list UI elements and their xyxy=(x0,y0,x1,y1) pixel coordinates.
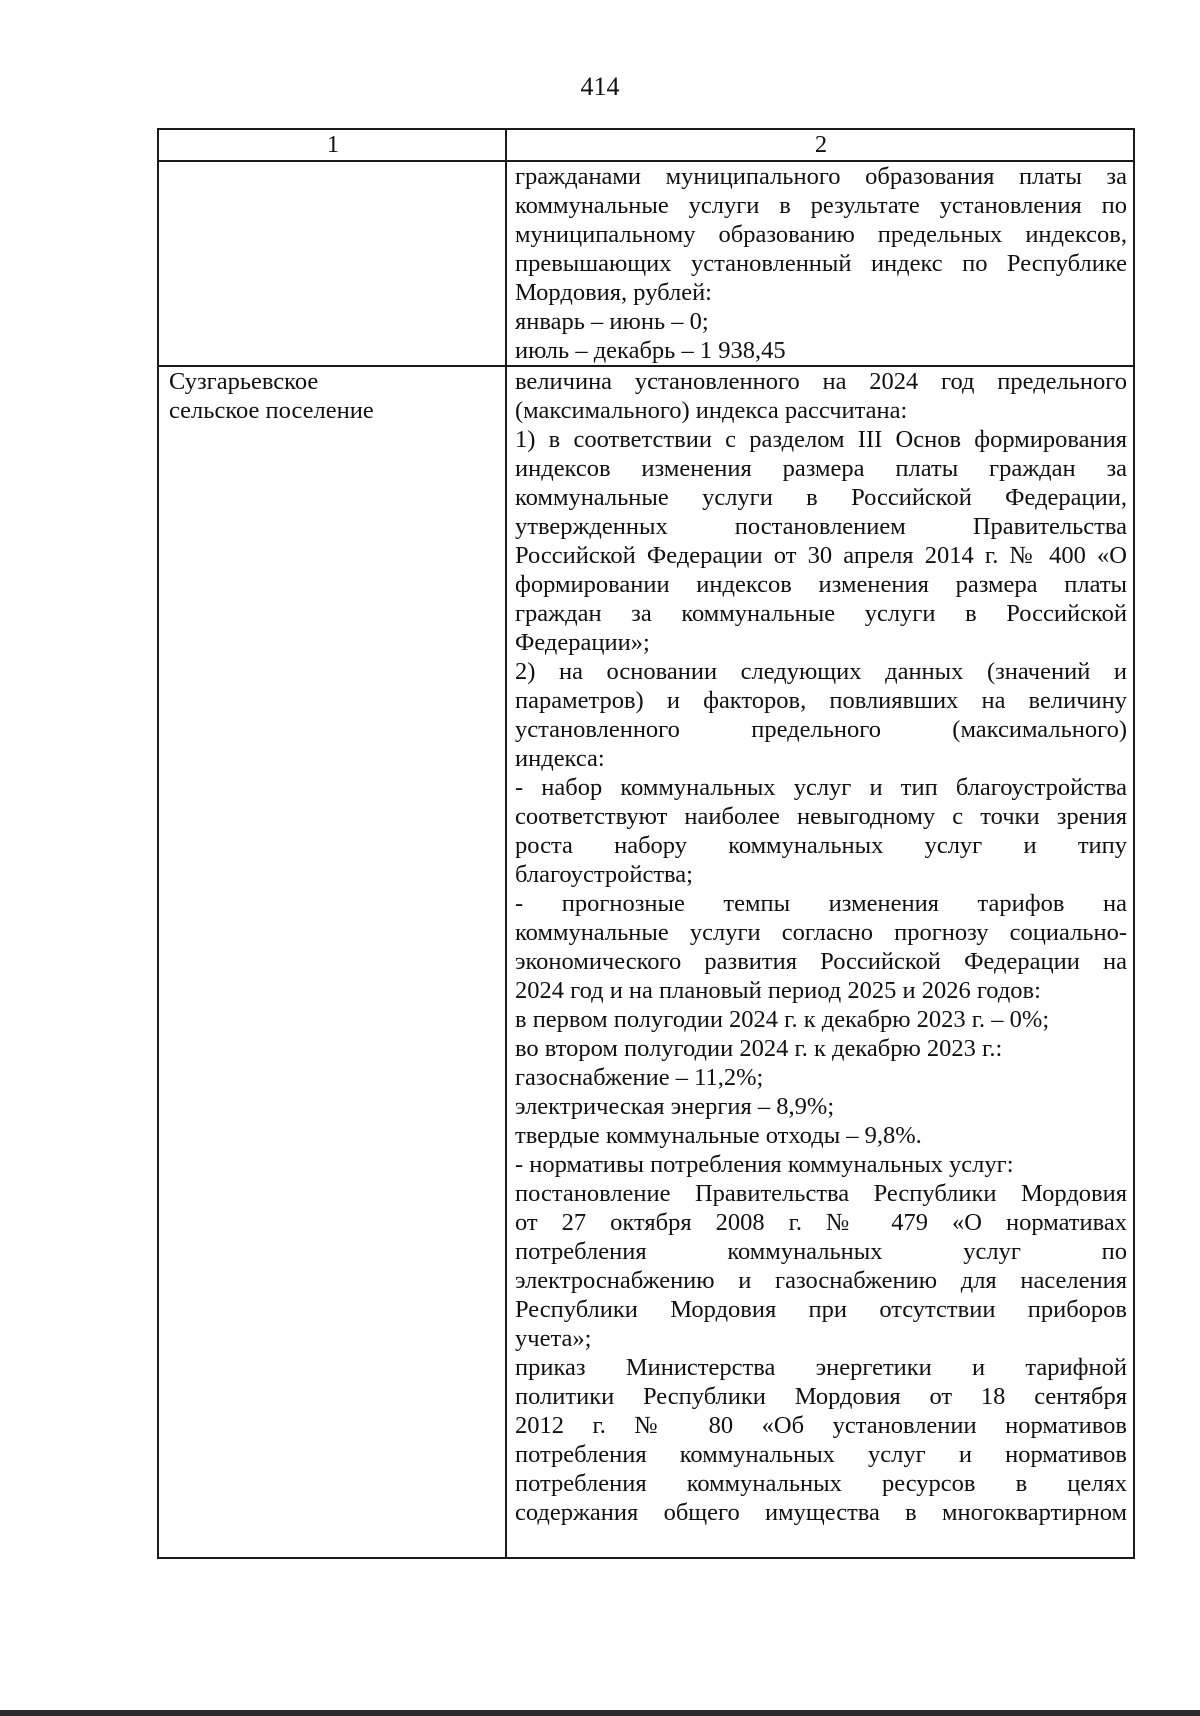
text-line: (максимального) индекса рассчитана: xyxy=(515,397,908,424)
tariff-index-table xyxy=(157,128,1135,1559)
text-line: электроснабжению и газоснабжению для населения xyxy=(515,1267,1127,1294)
text-line: Мордовия, рублей: xyxy=(515,279,712,306)
table-row-suzgarevskoe xyxy=(158,366,1134,1558)
text-line: утвержденных постановлением Правительства xyxy=(515,513,1127,540)
text-line: в первом полугодии 2024 г. к декабрю 2023 г. – 0%; xyxy=(515,1006,1050,1033)
text-line: установленного предельного (максимального) xyxy=(515,716,1127,743)
text-line: соответствуют наиболее невыгодному с точки зрения xyxy=(515,803,1127,830)
text-line: Российской Федерации от 30 апреля 2014 г. № 400 «О xyxy=(515,542,1127,569)
description-lines xyxy=(515,162,1127,365)
municipality-cell xyxy=(158,366,506,1558)
text-line: муниципальному образованию предельных индексов, xyxy=(515,221,1127,248)
text-line: индекса: xyxy=(515,745,605,772)
text-line: во втором полугодии 2024 г. к декабрю 2023 г.: xyxy=(515,1035,1003,1062)
text-line: потребления коммунальных услуг и нормативов xyxy=(515,1441,1127,1468)
text-line: индексов изменения размера платы граждан за xyxy=(515,455,1127,482)
description-cell-continuation xyxy=(506,161,1134,366)
municipality-name xyxy=(167,367,499,425)
text-line: июль – декабрь – 1 938,45 xyxy=(515,337,786,364)
text-line: благоустройства; xyxy=(515,861,693,888)
text-line: постановление Правительства Республики Мордовия xyxy=(515,1180,1127,1207)
text-line: - набор коммунальных услуг и тип благоустройства xyxy=(515,774,1127,801)
text-line: приказ Министерства энергетики и тарифной xyxy=(515,1354,1127,1381)
text-line: содержания общего имущества в многоквартирном xyxy=(515,1499,1127,1526)
text-line: Федерации»; xyxy=(515,629,650,656)
text-line: 1) в соответствии с разделом III Основ формирования xyxy=(515,426,1127,453)
text-line: учета»; xyxy=(515,1325,592,1352)
text-line: Республики Мордовия при отсутствии приборов xyxy=(515,1296,1127,1323)
text-line: Сузгарьевское xyxy=(169,368,319,395)
text-line: потребления коммунальных услуг по xyxy=(515,1238,1127,1265)
text-line: электрическая энергия – 8,9%; xyxy=(515,1093,835,1120)
text-line: превышающих установленный индекс по Республике xyxy=(515,250,1127,277)
text-line: роста набору коммунальных услуг и типу xyxy=(515,832,1127,859)
table-header-row xyxy=(158,129,1134,161)
text-line: сельское поселение xyxy=(169,397,374,424)
text-line: формировании индексов изменения размера платы xyxy=(515,571,1127,598)
text-line: параметров) и факторов, повлиявших на величину xyxy=(515,687,1127,714)
text-line: потребления коммунальных ресурсов в целях xyxy=(515,1470,1127,1497)
page-number: 414 xyxy=(580,72,620,101)
text-line: 2024 год и на плановый период 2025 и 2026 годов: xyxy=(515,977,1041,1004)
text-line: гражданами муниципального образования платы за xyxy=(515,163,1127,190)
scan-bottom-edge xyxy=(0,1710,1200,1716)
text-line: коммунальные услуги согласно прогнозу социально- xyxy=(515,919,1127,946)
text-line: величина установленного на 2024 год предельного xyxy=(515,368,1127,395)
text-line: газоснабжение – 11,2%; xyxy=(515,1064,764,1091)
text-line: - прогнозные темпы изменения тарифов на xyxy=(515,890,1127,917)
text-line: политики Республики Мордовия от 18 сентября xyxy=(515,1383,1127,1410)
text-line: коммунальные услуги в результате установления по xyxy=(515,192,1127,219)
column-header-1: 1 xyxy=(158,129,506,161)
text-line: от 27 октября 2008 г. № 479 «О нормативах xyxy=(515,1209,1127,1236)
text-line: твердые коммунальные отходы – 9,8%. xyxy=(515,1122,922,1149)
text-line: 2012 г. № 80 «Об установлении нормативов xyxy=(515,1412,1127,1439)
column-header-2: 2 xyxy=(506,129,1134,161)
municipality-cell-empty xyxy=(158,161,506,366)
text-line: экономического развития Российской Федерации на xyxy=(515,948,1127,975)
description-lines xyxy=(515,367,1127,1527)
text-line: 2) на основании следующих данных (значений и xyxy=(515,658,1127,685)
table-row-continuation xyxy=(158,161,1134,366)
text-line: январь – июнь – 0; xyxy=(515,308,709,335)
text-line: - нормативы потребления коммунальных услуг: xyxy=(515,1151,1014,1178)
description-cell xyxy=(506,366,1134,1558)
text-line: коммунальные услуги в Российской Федерации, xyxy=(515,484,1127,511)
text-line: граждан за коммунальные услуги в Российской xyxy=(515,600,1127,627)
